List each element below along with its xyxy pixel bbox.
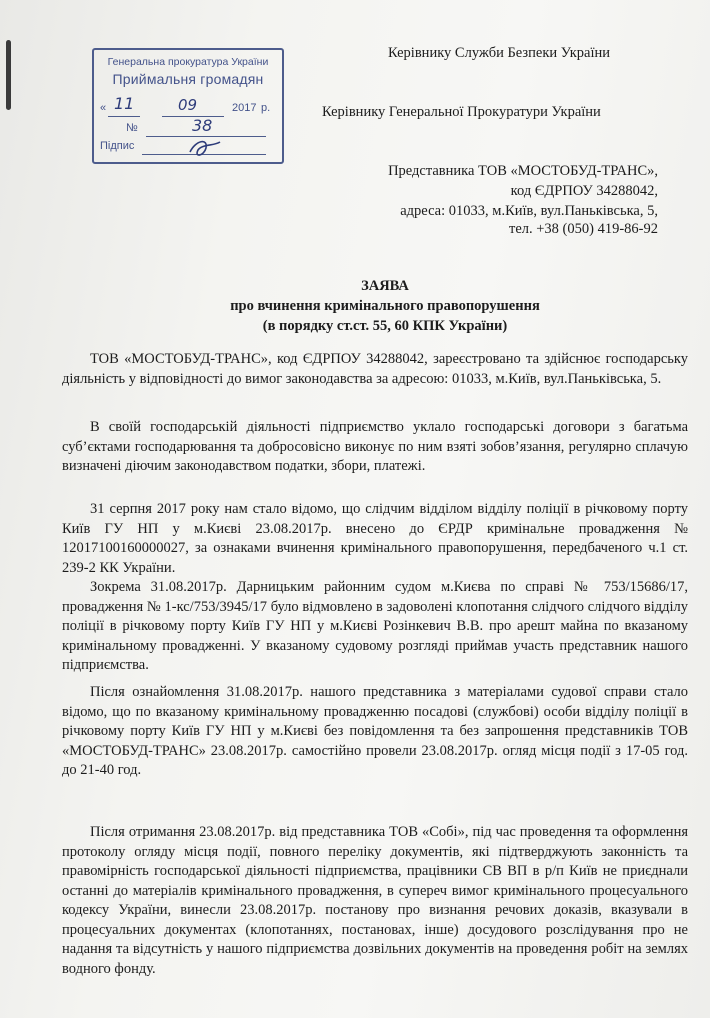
paragraph-criminal-proceeding: 31 серпня 2017 року нам стало відомо, що слідчим відділом відділу поліції в річковому порту Київ ГУ НП у м.Києві 23.08.2017р. внесено до ЄРДР кримінальне провадження № 12017100160000027, за ознаками вчинення кримінального правопорушення, передбаченого ч.1 ст. 239-2 КК України. [62, 501, 688, 576]
handwritten-signature [186, 136, 226, 160]
document-legal-basis: (в порядку ст.ст. 55, 60 КПК України) [262, 318, 508, 334]
paragraph-violations: Після отримання 23.08.2017р. від представника ТОВ «Собі», під час проведення та оформлення протоколу огляду місця події, повного переліку документів, які підтверджують законність та правомірність господарської діяльності підприємства, працівники СВ ВП в р/п Київ не приєднали останні до матеріалів кримінального провадження, в супереч вимог кримінального процесуального кодексу України, винесли 23.08.2017р. постанову про визнання речових доказів, вказували в процесуальних документах (клопотаннях, постановах, інше) досудового розслідування про не надання та відсутність у нашого підприємства дозвільних документів на проведення робіт на землях водного фонду. [62, 824, 688, 977]
sender-phone: тел. +38 (050) 419-86-92 [508, 221, 658, 237]
paragraph-inspection: Після ознайомлення 31.08.2017р. нашого представника з матеріалами судової справи стало відомо, що по вказаному кримінальному провадженню посадові (службові) особи відділу поліції в річковому порту Київ ГУ НП у м.Києві без повідомлення та без запрошення представників ТОВ «МОСТОБУД-ТРАНС» 23.08.2017р. самостійно провели 23.08.2017р. огляд місця події з 17-05 год. до 21-40 год. [62, 684, 688, 778]
stamp-number-label: № [126, 122, 138, 134]
binder-hole [6, 40, 11, 110]
document-subtitle: про вчинення кримінального правопорушення [230, 298, 540, 314]
stamp-date-year: 2017 [232, 102, 257, 114]
addressee-sbu: Керівнику Служби Безпеки України [388, 45, 611, 61]
sender-name: Представника ТОВ «МОСТОБУД-ТРАНС», [388, 163, 658, 179]
registration-stamp [92, 48, 284, 164]
addressee-prosecutor: Керівнику Генеральної Прокуратури України [322, 104, 601, 120]
paragraph-contracts: В своїй господарській діяльності підприємство уклало господарські договори з багатьма суб’єктами господарювання та добросовісно виконує по ним взяті зобов’язання, регулярно сплачую визначені діючим законодавством податки, збори, платежі. [62, 419, 688, 474]
stamp-signature-label: Підпис [100, 140, 135, 152]
paragraph-court-decision: Зокрема 31.08.2017р. Дарницьким районним судом м.Києва по справі № 753/15686/17, провадження № 1-кс/753/3945/17 було відмовлено в задоволені клопотання слідчого слідчого відділу поліції в річковому порту Київ ГУ НП у м.Києві Розінкевич В.В. про арешт майна по вказаному кримінальному провадженні. У вказаному судовому розгляді приймав участь представник нашого підприємства. [62, 579, 688, 673]
document-title: ЗАЯВА [361, 278, 409, 294]
stamp-title: Приймальня громадян [112, 71, 264, 87]
paragraph-company-info: ТОВ «МОСТОБУД-ТРАНС», код ЄДРПОУ 34288042, зареєстровано та здійснює господарську діяльність у відповідності до вимог законодавства за адресою: 01033, м.Київ, вул.Паньківська, 5. [62, 351, 688, 387]
sender-edrpou: код ЄДРПОУ 34288042, [510, 183, 658, 199]
stamp-organization: Генеральна прокуратура України [107, 56, 269, 68]
stamp-date-suffix: р. [261, 102, 271, 114]
sender-address: адреса: 01033, м.Київ, вул.Паньківська, 5, [400, 203, 658, 219]
stamp-signature-row [100, 140, 134, 152]
stamp-date-day: 11 [114, 94, 135, 113]
stamp-number-value: 38 [192, 116, 213, 135]
stamp-date-month: 09 [178, 96, 198, 114]
stamp-date-row: « 2017 р. [100, 102, 276, 114]
